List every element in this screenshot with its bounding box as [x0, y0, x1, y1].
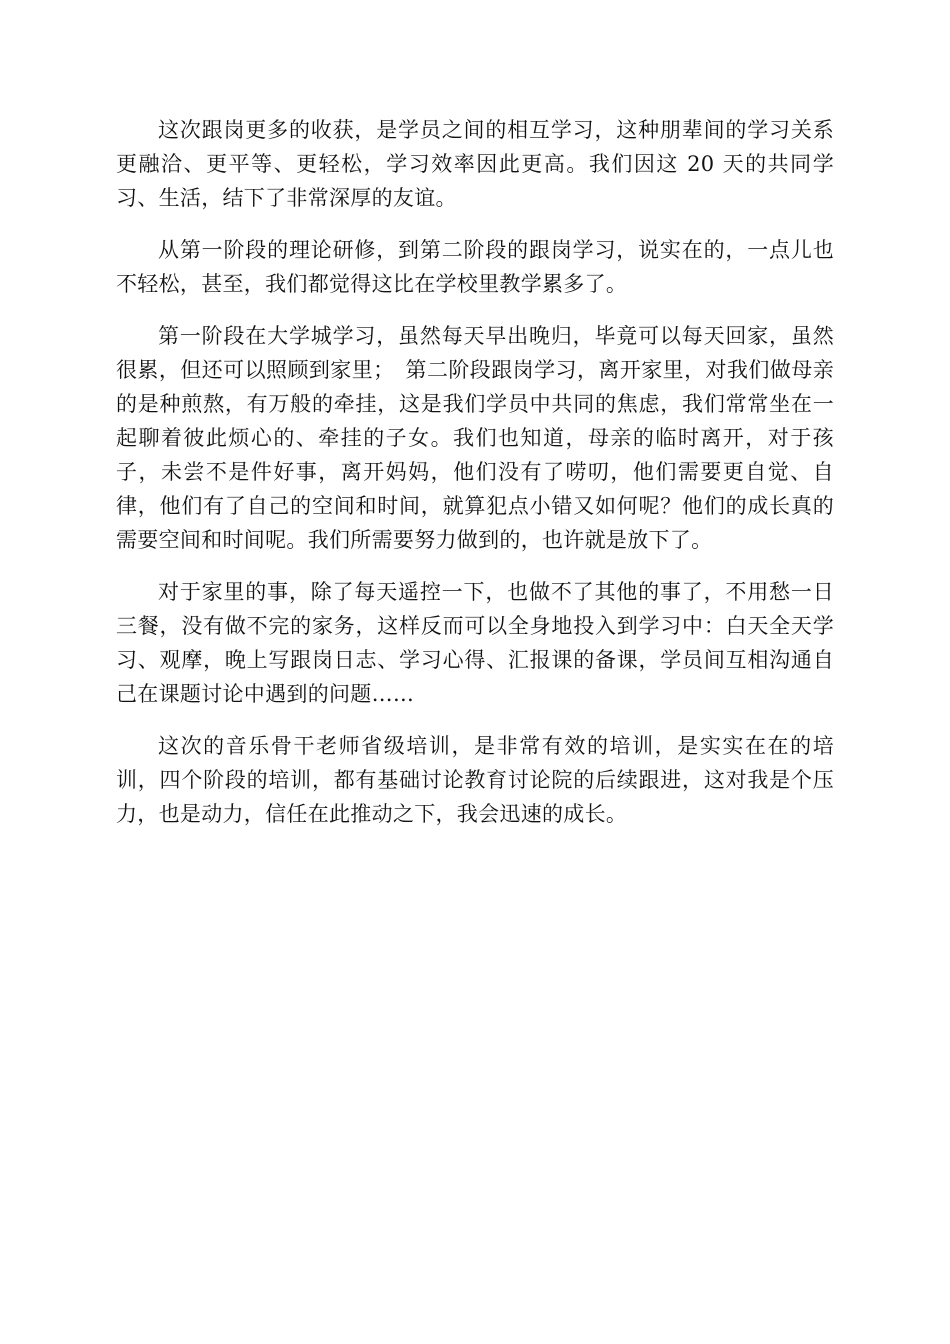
paragraph-2: 从第一阶段的理论研修，到第二阶段的跟岗学习，说实在的，一点儿也不轻松，甚至，我们都觉得这比在学校里教学累多了。 [116, 238, 834, 296]
document-body [116, 113, 834, 849]
paragraph-3: 第一阶段在大学城学习，虽然每天早出晚归，毕竟可以每天回家，虽然很累，但还可以照顾到家里； 第二阶段跟岗学习，离开家里，对我们做母亲的是种煎熬，有万般的牵挂，这是我们学员中共同的焦虑，我们常常坐在一起聊着彼此烦心的、牵挂的子女。我们也知道，母亲的临时离开，对于孩子，未尝不是件好事，离开妈妈，他们没有了唠叨，他们需要更自觉、自律，他们有了自己的空间和时间，就算犯点小错又如何呢？他们的成长真的需要空间和时间呢。我们所需要努力做到的，也许就是放下了。 [116, 324, 834, 552]
paragraph-1: 这次跟岗更多的收获，是学员之间的相互学习，这种朋辈间的学习关系更融洽、更平等、更轻松，学习效率因此更高。我们因这 20 天的共同学习、生活，结下了非常深厚的友谊。 [116, 118, 834, 210]
paragraph-4: 对于家里的事，除了每天遥控一下，也做不了其他的事了，不用愁一日三餐，没有做不完的家务，这样反而可以全身地投入到学习中：白天全天学习、观摩，晚上写跟岗日志、学习心得、汇报课的备课，学员间互相沟通自己在课题讨论中遇到的问题…… [116, 580, 834, 706]
paragraph-5: 这次的音乐骨干老师省级培训，是非常有效的培训，是实实在在的培训，四个阶段的培训，都有基础讨论教育讨论院的后续跟进，这对我是个压力，也是动力，信任在此推动之下，我会迅速的成长。 [116, 734, 834, 826]
